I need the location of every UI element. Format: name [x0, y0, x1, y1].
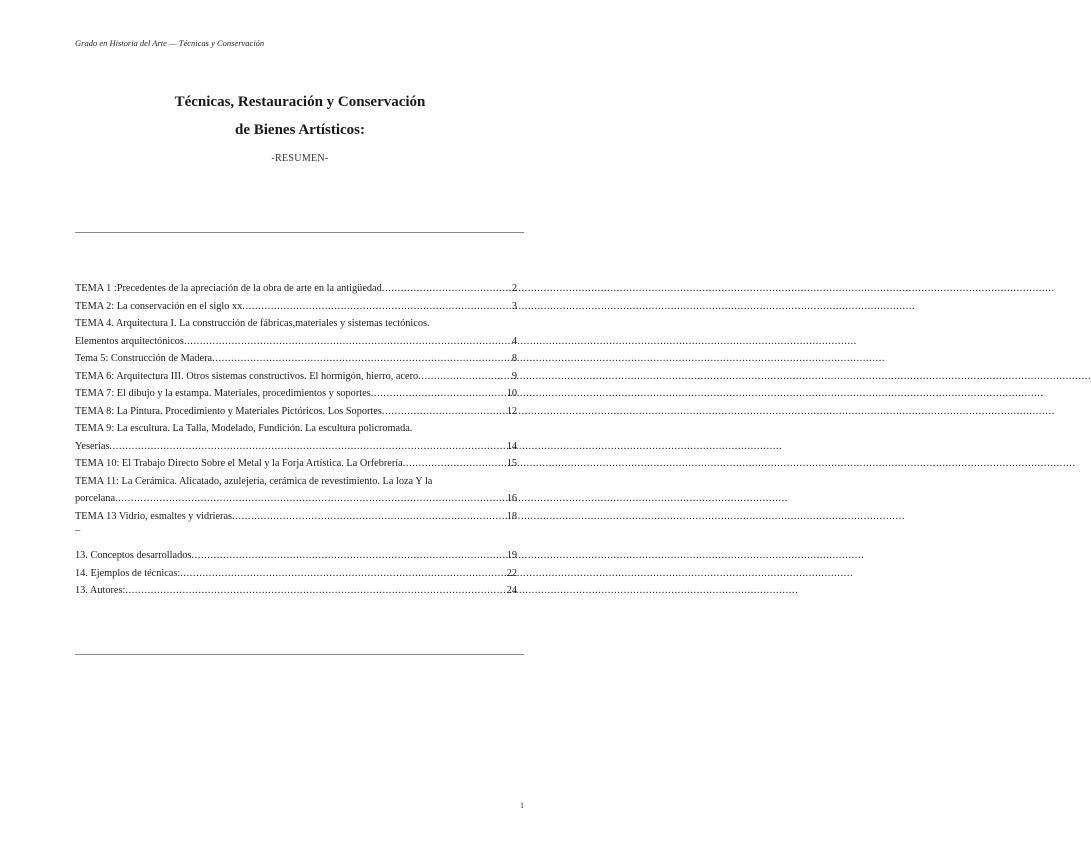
toc-entry-title: TEMA 6: Arquitectura III. Otros sistemas constructivos. El hormigón, hierro, acero [75, 370, 419, 382]
toc-entry-title: porcelana [75, 493, 116, 504]
toc-leader [418, 368, 511, 386]
document-title-line-1: Técnicas, Restauración y Conservación [174, 94, 426, 110]
toc-entry-tema-8[interactable] [75, 403, 517, 421]
toc-page-number: 10 [506, 388, 517, 399]
toc-entry-title-line-1: TEMA 9: La escultura. La Talla, Modelado, Fundición. La escultura policromada. [75, 423, 413, 434]
toc-entry-tema-5[interactable] [75, 350, 517, 368]
toc-page-number: 12 [506, 405, 517, 417]
toc-leader [232, 508, 506, 526]
stray-dash: – [75, 525, 81, 536]
toc-page-number: 24 [506, 585, 517, 596]
table-of-contents [75, 280, 517, 600]
toc-leader [382, 280, 511, 298]
toc-page-number: 18 [506, 510, 517, 522]
bottom-divider [75, 654, 524, 655]
toc-entry-title: Elementos arquitectónicos [75, 335, 184, 347]
toc-entry-title: TEMA 13 Vidrio, esmaltes y vidrieras [75, 510, 233, 522]
document-subtitle: -RESUMEN- [271, 153, 329, 164]
toc-entry-conceptos[interactable] [75, 547, 517, 565]
toc-leader [184, 333, 511, 351]
toc-leader [115, 490, 506, 508]
top-divider [75, 232, 524, 233]
toc-entry-tema-1[interactable] [75, 280, 517, 298]
toc-entry-title: TEMA 10: El Trabajo Directo Sobre el Metal y la Forja Artística. La Orfebrería [75, 458, 403, 469]
toc-entry-title: 13. Autores: [75, 585, 126, 596]
toc-page-number: 16 [506, 493, 517, 504]
toc-page-number: 4 [511, 335, 517, 347]
toc-entry-title-line-1: TEMA 11: La Cerámica. Alicatado, azulejería, cerámica de revestimiento. La loza Y la [75, 475, 433, 487]
toc-leader [212, 350, 511, 368]
toc-entry-title: Tema 5: Construcción de Madera [75, 353, 213, 364]
toc-entry-tema-2[interactable] [75, 298, 517, 316]
toc-page-number: 9 [511, 370, 517, 382]
running-header: Grado en Historia del Arte — Técnicas y Conservación [75, 38, 265, 48]
toc-leader [371, 385, 506, 403]
page-number: 1 [520, 801, 524, 810]
toc-entry-title-line-1: TEMA 4. Arquitectura I. La construcción de fábricas,materiales y sistemas tectónicos. [75, 318, 430, 329]
toc-entry-title: Yeserías [75, 440, 110, 452]
toc-entry-tema-10[interactable] [75, 455, 517, 473]
toc-entry-autores[interactable] [75, 582, 517, 600]
toc-entry-tema-7[interactable] [75, 385, 517, 403]
toc-leader [109, 438, 505, 456]
toc-leader [125, 582, 505, 600]
toc-entry-tema-9[interactable] [75, 420, 517, 455]
toc-entry-title: TEMA 8: La Pintura. Procedimiento y Materiales Pictóricos. Los Soportes [75, 405, 382, 417]
toc-entry-title: TEMA 1 :Precedentes de la apreciación de la obra de arte en la antigüedad [75, 283, 382, 294]
toc-entry-tema-11[interactable] [75, 473, 517, 508]
toc-entry-tema-13[interactable] [75, 508, 517, 526]
toc-page-number: 3 [511, 300, 517, 312]
toc-leader [180, 565, 505, 583]
toc-page-number: 22 [506, 567, 517, 579]
toc-spacer [75, 537, 517, 547]
toc-entry-ejemplos[interactable] [75, 565, 517, 583]
toc-page-number: 19 [506, 550, 517, 561]
toc-entry-tema-4[interactable] [75, 315, 517, 350]
toc-page-number: 15 [506, 458, 517, 469]
toc-entry-title: 14. Ejemplos de técnicas: [75, 567, 181, 579]
toc-leader [403, 455, 506, 473]
toc-leader [191, 547, 505, 565]
toc-entry-title: 13. Conceptos desarrollados [75, 550, 192, 561]
toc-entry-title: TEMA 7: El dibujo y la estampa. Materiales, procedimientos y soportes [75, 388, 371, 399]
toc-leader [382, 403, 506, 421]
toc-leader [242, 298, 511, 316]
document-title-line-2: de Bienes Artísticos: [235, 122, 365, 138]
toc-page-number: 2 [511, 283, 517, 294]
toc-page-number: 14 [506, 440, 517, 452]
toc-entry-tema-6[interactable] [75, 368, 517, 386]
toc-page-number: 8 [511, 353, 517, 364]
toc-entry-title: TEMA 2: La conservación en el siglo xx [75, 300, 243, 312]
